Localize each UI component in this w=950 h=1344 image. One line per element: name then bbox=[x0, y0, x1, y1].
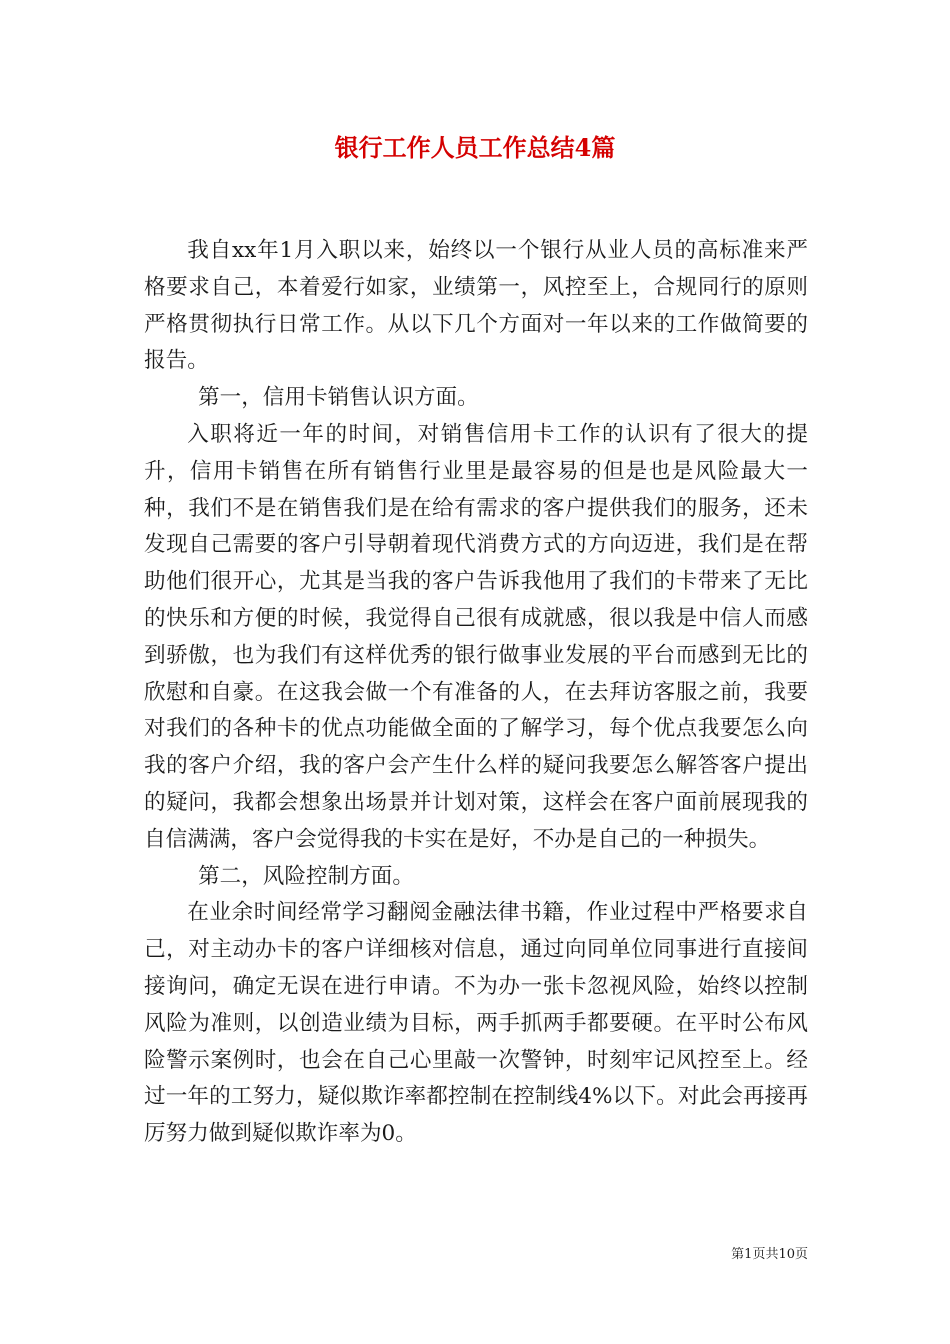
paragraph: 入职将近一年的时间，对销售信用卡工作的认识有了很大的提升，信用卡销售在所有销售行业里是最容易的但是也是风险最大一种，我们不是在销售我们是在给有需求的客户提供我们的服务，还未发现自己需要的客户引导朝着现代消费方式的方向迈进，我们是在帮助他们很开心，尤其是当我的客户告诉我他用了我们的卡带来了无比的快乐和方便的时候，我觉得自己很有成就感，很以我是中信人而感到骄傲，也为我们有这样优秀的银行做事业发展的平台而感到无比的欣慰和自豪。在这我会做一个有准备的人，在去拜访客服之前，我要对我们的各种卡的优点功能做全面的了解学习，每个优点我要怎么向我的客户介绍，我的客户会产生什么样的疑问我要怎么解答客户提出的疑问，我都会想象出场景并计划对策，这样会在客户面前展现我的自信满满，客户会觉得我的卡实在是好，不办是自己的一种损失。 bbox=[144, 421, 808, 852]
paragraph: 我自xx年1月入职以来，始终以一个银行从业人员的高标准来严格要求自己，本着爱行如家，业绩第一，风控至上，合规同行的原则严格贯彻执行日常工作。从以下几个方面对一年以来的工作做简要的报告。 bbox=[144, 238, 808, 374]
page-number: 第1页共10页 bbox=[731, 1247, 808, 1262]
document-title: 银行工作人员工作总结4篇 bbox=[334, 133, 616, 162]
document-body bbox=[144, 233, 808, 1153]
section-heading: 第二，风险控制方面。 bbox=[198, 863, 414, 889]
section-heading: 第一，信用卡销售认识方面。 bbox=[198, 385, 479, 411]
paragraph: 在业余时间经常学习翻阅金融法律书籍，作业过程中严格要求自己，对主动办卡的客户详细核对信息，通过向同单位同事进行直接间接询问，确定无误在进行申请。不为办一张卡忽视风险，始终以控制风险为准则，以创造业绩为目标，两手抓两手都要硬。在平时公布风险警示案例时，也会在自己心里敲一次警钟，时刻牢记风控至上。经过一年的工努力，疑似欺诈率都控制在控制线4%以下。对此会再接再厉努力做到疑似欺诈率为0。 bbox=[144, 900, 808, 1147]
